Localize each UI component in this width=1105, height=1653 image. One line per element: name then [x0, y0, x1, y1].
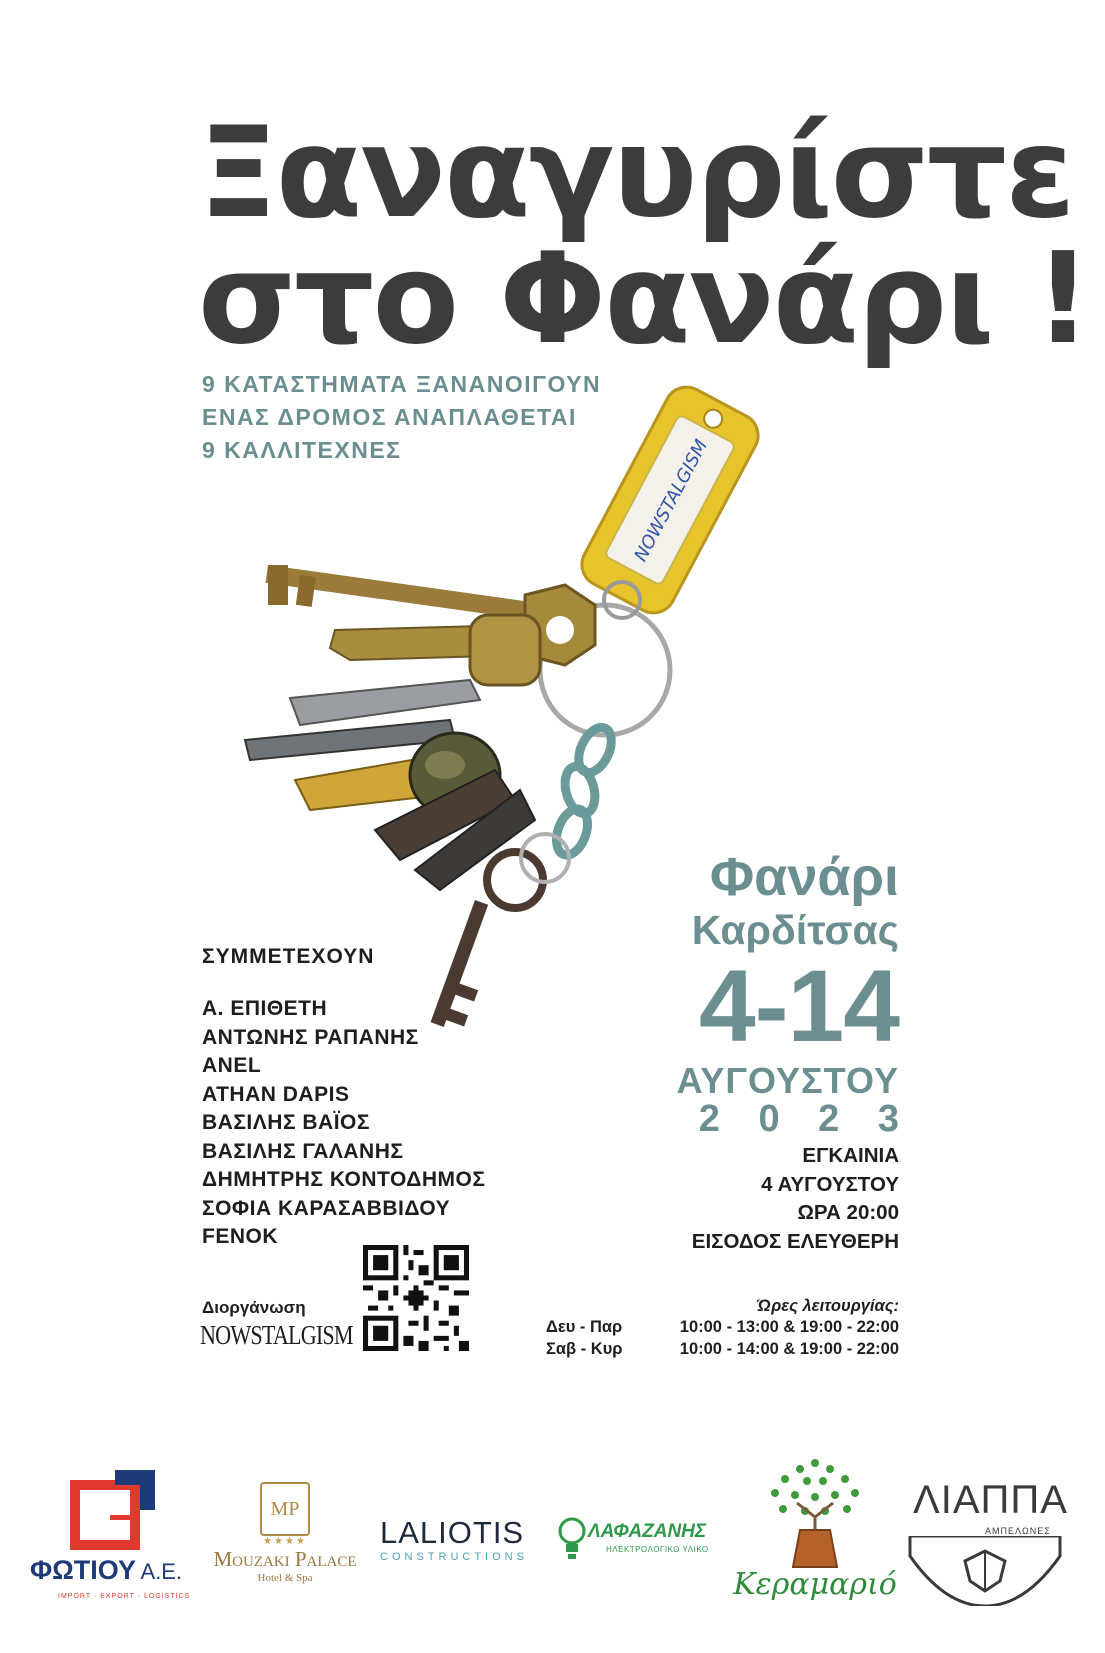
- title-line-1: Ξαναγυρίστε: [198, 99, 1074, 246]
- lafazanis-name: ΛΑΦΑΖΑΝΗΣ: [588, 1521, 707, 1542]
- mouzaki-name: Mouzaki Palace: [213, 1547, 357, 1571]
- event-dates: 4-14: [698, 949, 899, 1063]
- artist-name: ΣΟΦΙΑ ΚΑΡΑΣΑΒΒΙΔΟΥ: [202, 1196, 451, 1220]
- artist-name: ΑΝΤΩΝΗΣ ΡΑΠΑΝΗΣ: [202, 1025, 419, 1049]
- hours-row-times: 10:00 - 14:00 & 19:00 - 22:00: [679, 1340, 899, 1358]
- sponsor-liappa: [905, 1478, 1075, 1608]
- tree-vase-icon: [745, 1455, 885, 1575]
- liappa-name: ΛΙΑΠΠΑ: [913, 1478, 1068, 1522]
- brass-key-icon: [330, 615, 540, 685]
- liappa-sub: ΑΜΠΕΛΩΝΕΣ: [985, 1526, 1051, 1536]
- vine-leaf-shield-icon: [905, 1536, 1065, 1606]
- sponsor-fotiou: [30, 1465, 190, 1615]
- lafazanis-sub: ΗΛΕΚΤΡΟΛΟΓΙΚΟ ΥΛΙΚΟ: [606, 1545, 709, 1554]
- opening-line: ΩΡΑ 20:00: [797, 1201, 899, 1224]
- artist-list: [202, 995, 485, 1252]
- sponsor-laliotis: [380, 1515, 548, 1563]
- stars-icon: ★★★★: [263, 1536, 307, 1547]
- tagline-3: 9 ΚΑΛΛΙΤΕΧΝΕΣ: [202, 437, 402, 463]
- mouzaki-sub: Hotel & Spa: [257, 1572, 313, 1584]
- organizer-name: NOWSTALGISM: [200, 1320, 353, 1350]
- opening-info: [692, 1142, 899, 1256]
- sponsor-mouzaki-palace: [200, 1482, 370, 1592]
- hours-row-days: Σαβ - Κυρ: [546, 1340, 623, 1358]
- event-place-line-2: Καρδίτσας: [691, 907, 899, 953]
- tagline-1: 9 ΚΑΤΑΣΤΗΜΑΤΑ ΞΑΝΑΝΟΙΓΟΥΝ: [202, 371, 602, 397]
- tagline-2: ΕΝΑΣ ΔΡΟΜΟΣ ΑΝΑΠΛΑΘΕΤΑΙ: [202, 404, 577, 430]
- artist-name: ANEL: [202, 1054, 262, 1077]
- artist-name: Α. ΕΠΙΘΕΤΗ: [202, 997, 328, 1020]
- event-place-line-1: Φανάρι: [709, 847, 899, 907]
- fotiou-name: ΦΩΤΙΟΥ: [30, 1555, 137, 1585]
- artist-name: ΔΗΜΗΤΡΗΣ ΚΟΝΤΟΔΗΜΟΣ: [202, 1168, 486, 1191]
- sponsor-keramario: [730, 1455, 900, 1620]
- sponsor-lafazanis: [558, 1515, 723, 1570]
- hours-row-days: Δευ - Παρ: [546, 1318, 623, 1336]
- artist-name: ΒΑΣΙΛΗΣ ΓΑΛΑΝΗΣ: [202, 1139, 404, 1163]
- qr-code[interactable]: [363, 1245, 469, 1351]
- artist-name: ΒΑΣΙΛΗΣ ΒΑΪΟΣ: [202, 1111, 370, 1134]
- opening-line: ΕΙΣΟΔΟΣ ΕΛΕΥΘΕΡΗ: [691, 1229, 899, 1253]
- organizer-label: Διοργάνωση: [202, 1298, 306, 1317]
- title-line-2: στο Φανάρι !: [198, 225, 1090, 372]
- laliotis-name: LALIOTIS: [380, 1515, 525, 1550]
- event-year: 2 0 2 3: [698, 1098, 913, 1140]
- artist-name: FENOK: [202, 1225, 278, 1248]
- laliotis-sub: CONSTRUCTIONS: [380, 1551, 528, 1563]
- lightbulb-icon: [558, 1517, 586, 1562]
- fotiou-logo-icon: [70, 1465, 160, 1550]
- participants-heading: ΣΥΜΜΕΤΕΧΟΥΝ: [202, 945, 375, 968]
- artist-name: ATHAN DAPIS: [202, 1082, 350, 1106]
- keytag-icon: [574, 380, 766, 621]
- opening-line: 4 ΑΥΓΟΥΣΤΟΥ: [761, 1172, 899, 1196]
- hours-row-times: 10:00 - 13:00 & 19:00 - 22:00: [679, 1318, 899, 1336]
- fotiou-suffix: Α.Ε.: [140, 1559, 183, 1584]
- fotiou-tagline: IMPORT · EXPORT · LOGISTICS: [58, 1593, 191, 1600]
- event-month: ΑΥΓΟΥΣΤΟΥ: [676, 1060, 899, 1101]
- keytag-text: NOWSTALGISM: [630, 436, 713, 566]
- opening-line: ΕΓΚΑΙΝΙΑ: [802, 1144, 899, 1167]
- hours-title: Ώρες λειτουργίας:: [757, 1297, 899, 1315]
- keramario-name: Κεραμαριό: [733, 1567, 897, 1602]
- mouzaki-monogram: MP: [260, 1482, 310, 1536]
